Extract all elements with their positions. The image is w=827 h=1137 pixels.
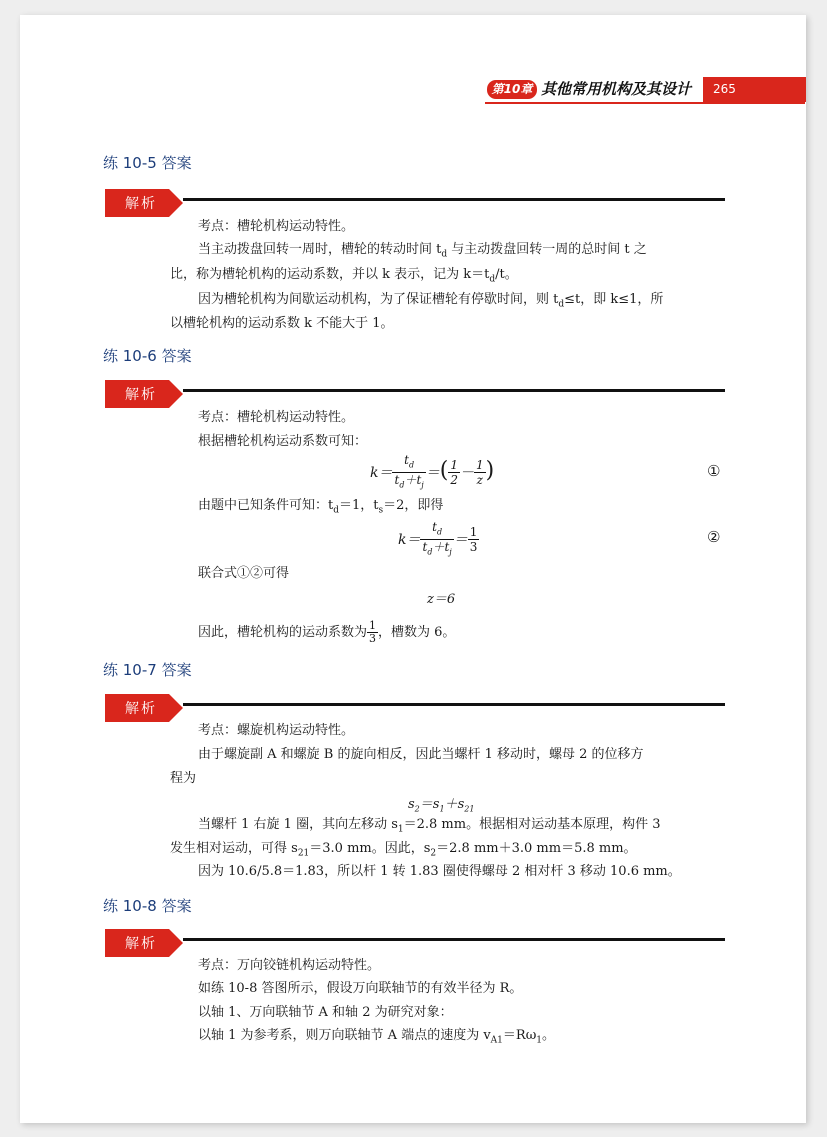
paragraph-line: 因为槽轮机构为间歇运动机构，为了保证槽轮有停歇时间，则 $t_d\le t$，即 k≤1，所: [198, 292, 664, 310]
key-point: 考点：螺旋机构运动特性。: [198, 723, 355, 738]
paragraph-line: 程为: [170, 771, 197, 786]
paragraph-line: 如练 10-8 答图所示，假设万向联轴节的有效半径为 R。: [198, 981, 523, 996]
paragraph-line: 以槽轮机构的运动系数 k 不能大于 1。: [170, 316, 394, 331]
paragraph-line: 以轴 1 为参考系，则万向联轴节 A 端点的速度为 $v_{A1}=R\omega_1$。: [198, 1028, 556, 1046]
section-title-10-5: 练 10-5 答案: [103, 154, 192, 172]
analysis-tag: [103, 187, 183, 219]
analysis-tag-label: 解析: [125, 701, 157, 717]
analysis-tag-label: 解析: [125, 936, 157, 952]
key-point: 考点：槽轮机构运动特性。: [198, 410, 355, 425]
paragraph-line: 由题中已知条件可知：$t_d=1$，$t_s=2$，即得: [198, 498, 444, 516]
paragraph-line: 当螺杆 1 右旋 1 圈，其向左移动 $s_1=2.8$ mm。根据相对运动基本原理，构件 3: [198, 817, 661, 835]
analysis-tag: [103, 692, 183, 724]
analysis-tag: [103, 927, 183, 959]
paragraph-line: 以轴 1、万向联轴节 A 和轴 2 为研究对象：: [198, 1005, 453, 1020]
section-title-10-7: 练 10-7 答案: [103, 661, 192, 679]
section-title-10-8: 练 10-8 答案: [103, 897, 192, 915]
paragraph-line: 因为 10.6/5.8＝1.83，所以杆 1 转 1.83 圈使得螺母 2 相对杆 3 移动 10.6 mm。: [198, 864, 681, 879]
key-point: 考点：万向铰链机构运动特性。: [198, 958, 381, 973]
paragraph-line: 根据槽轮机构运动系数可知：: [198, 434, 368, 449]
paragraph-line: 因此，槽轮机构的运动系数为 $\frac{1}{3}$ ，槽数为 6。: [198, 619, 456, 645]
equation-3: z＝6: [427, 592, 456, 607]
equation-number-2: ②: [707, 528, 721, 546]
equation-number-1: ①: [707, 462, 721, 480]
analysis-tag: [103, 378, 183, 410]
section-title-10-6: 练 10-6 答案: [103, 347, 192, 365]
chapter-badge: 第10章: [487, 80, 537, 99]
header-rule: [485, 102, 805, 104]
paragraph-line: 当主动拨盘回转一周时，槽轮的转动时间 $t_d$ 与主动拨盘回转一周的总时间 t 之: [198, 242, 647, 260]
paragraph-line: 由于螺旋副 A 和螺旋 B 的旋向相反，因此当螺杆 1 移动时，螺母 2 的位移方: [198, 747, 644, 762]
equation-2: k＝ $\frac{t_d}{t_d+t_j}$ ＝ $\frac{1}{3}$: [398, 520, 478, 557]
page-number: 265: [703, 77, 806, 102]
section-rule: [183, 389, 725, 392]
section-rule: [183, 938, 725, 941]
key-point: 考点：槽轮机构运动特性。: [198, 219, 355, 234]
paragraph-line: 比，称为槽轮机构的运动系数，并以 k 表示，记为 $k=t_d/t$。: [170, 267, 518, 285]
paragraph-line: 发生相对运动，可得 $s_{21}=3.0$ mm。因此，$s_2=2.8$ mm＋3.0 mm＝5.8 mm。: [170, 841, 637, 859]
paragraph-line: 联合式①②可得: [198, 566, 290, 581]
section-rule: [183, 703, 725, 706]
analysis-tag-label: 解析: [125, 196, 157, 212]
equation-4: $s_2=s_1+s_{21}$: [408, 797, 475, 814]
section-rule: [183, 198, 725, 201]
analysis-tag-label: 解析: [125, 387, 157, 403]
equation-1: k＝ $\frac{t_d}{t_d+t_j}$ ＝( $\frac{1}{2}$ － $\frac{1}{z}$ ): [370, 453, 495, 490]
chapter-title: 其他常用机构及其设计: [541, 80, 692, 98]
